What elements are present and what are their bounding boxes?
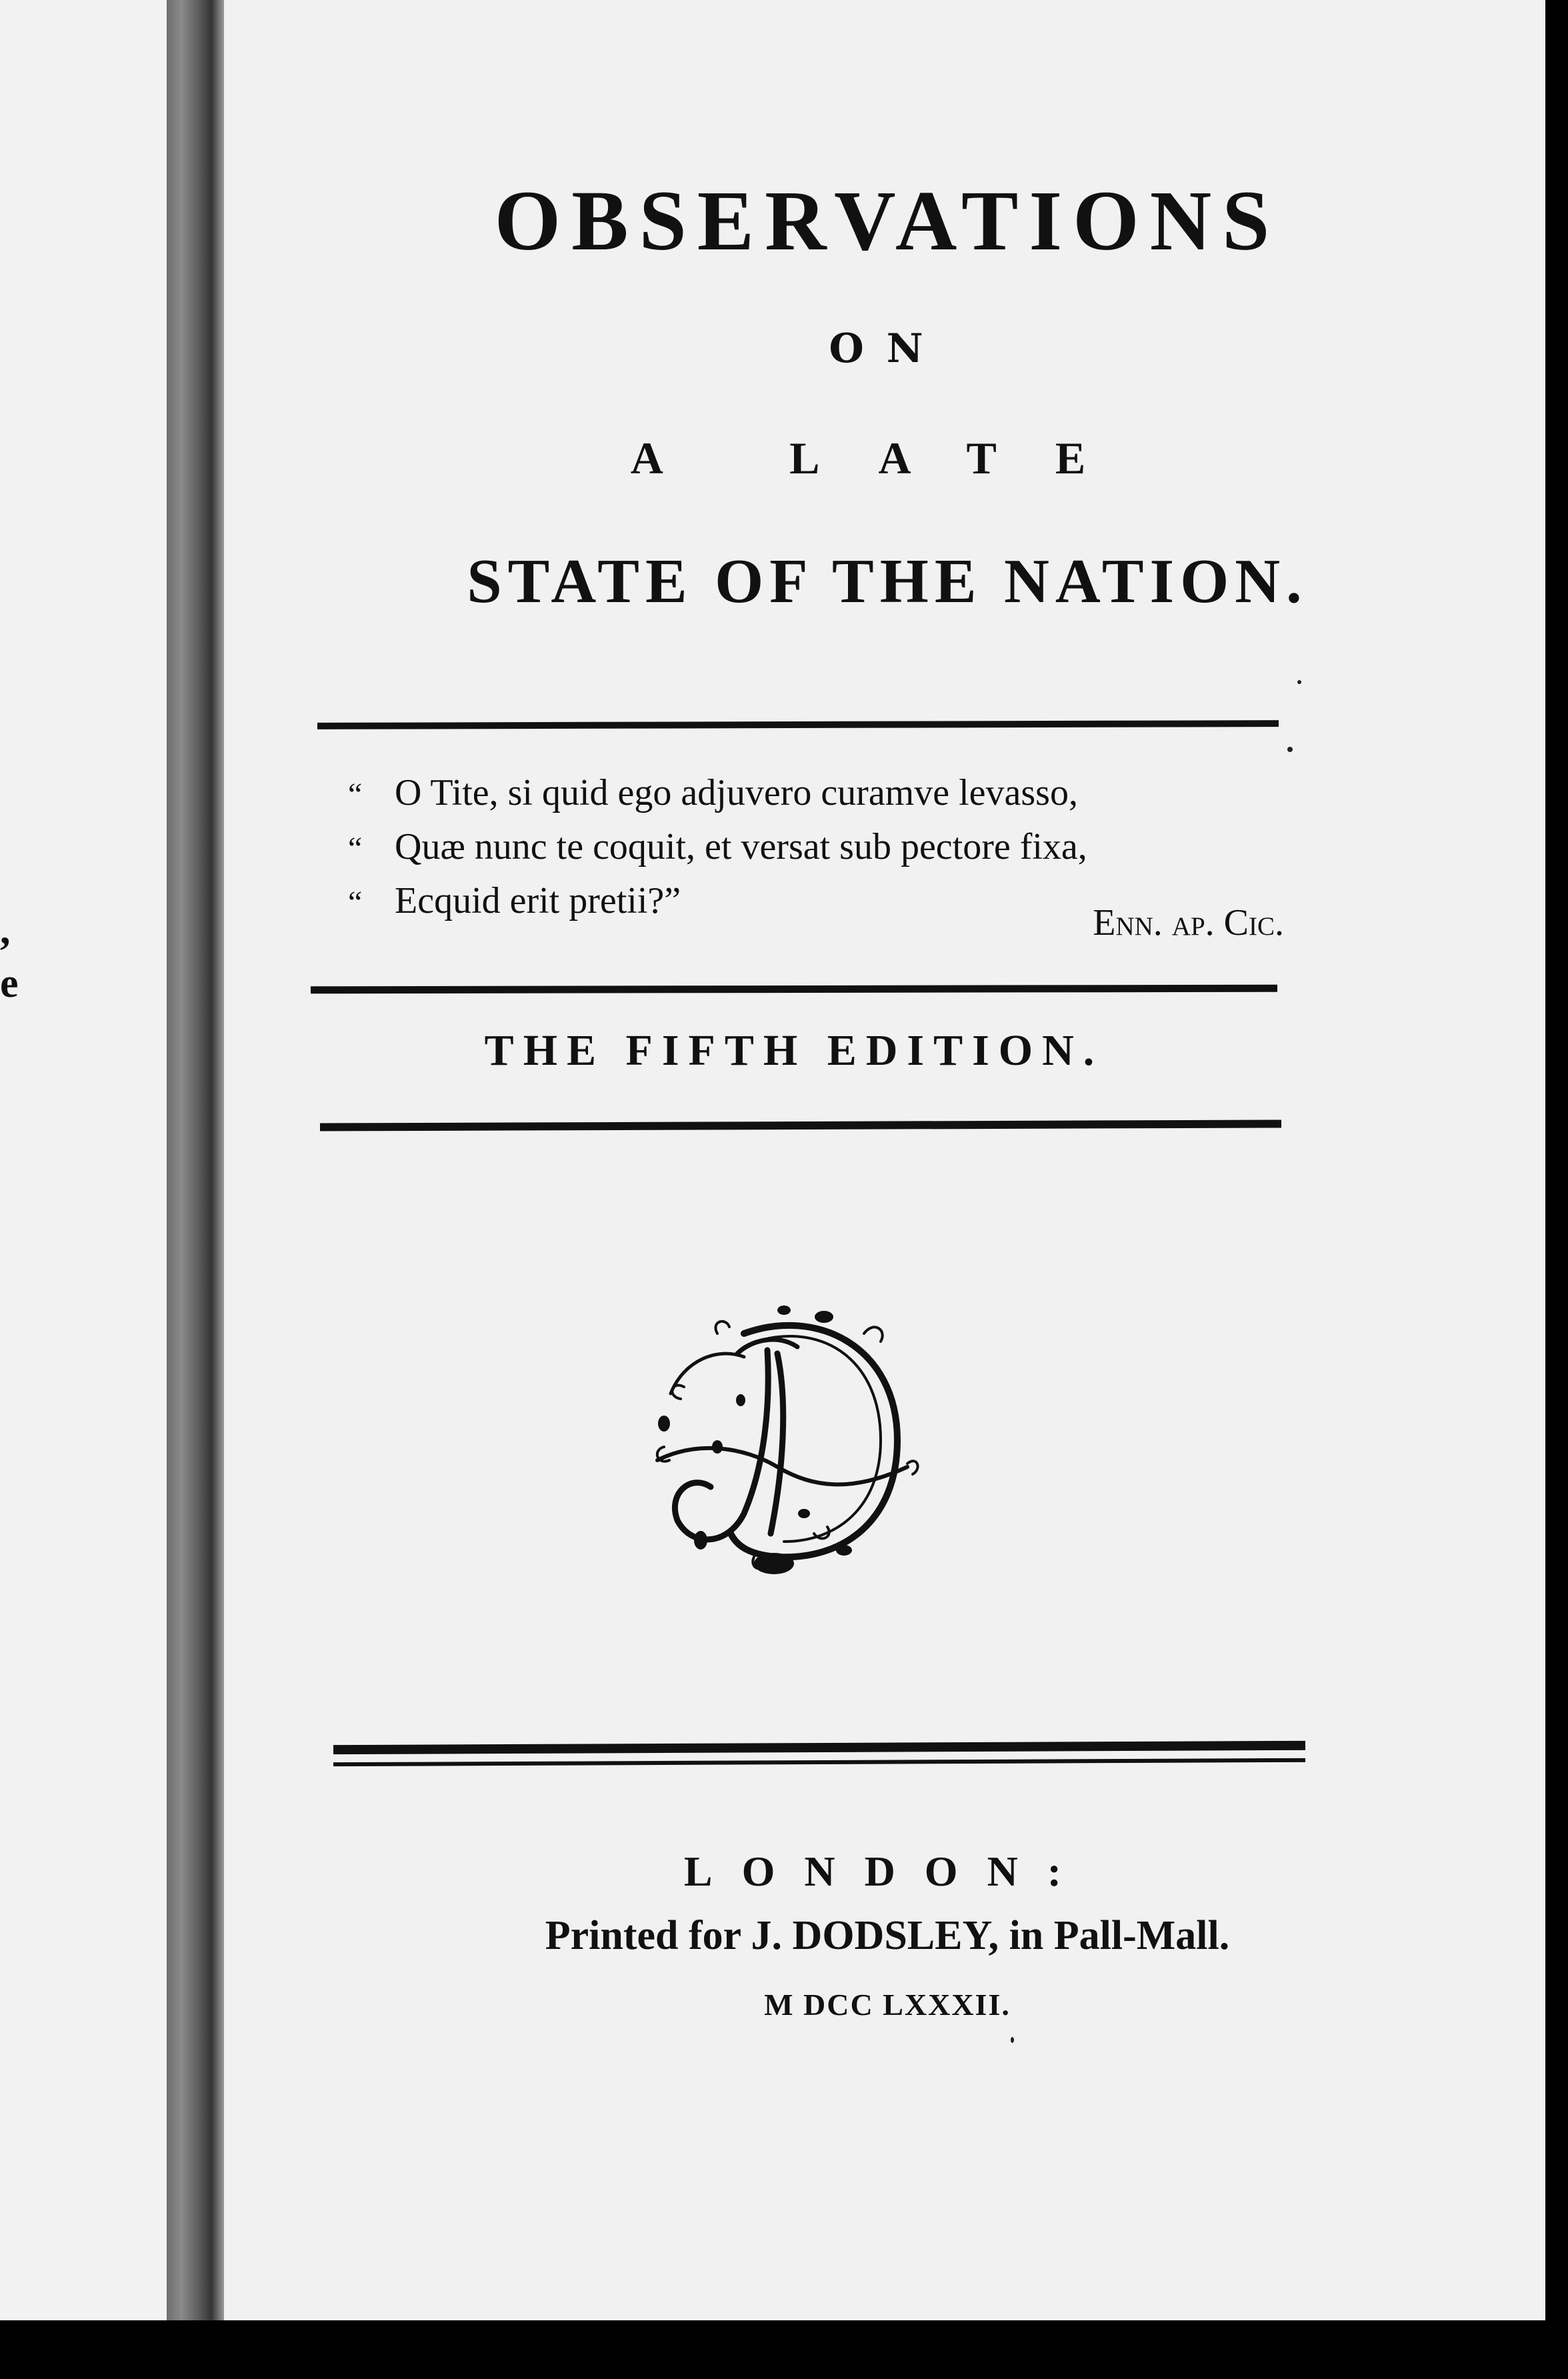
title-state-of-the-nation: STATE OF THE NATION. bbox=[467, 547, 1308, 616]
imprint-printer: Printed for J. DODSLEY, in Pall-Mall. bbox=[545, 1913, 1230, 1958]
epigraph-quote-mark: “ bbox=[348, 831, 363, 866]
rule-above-edition bbox=[311, 985, 1277, 994]
ink-speck bbox=[1011, 2037, 1014, 2043]
title-observations: OBSERVATIONS bbox=[494, 173, 1281, 268]
monogram-ornament-icon bbox=[644, 1294, 924, 1580]
title-a-late: A LATE bbox=[630, 433, 1145, 483]
epigraph-line: “ Ecquid erit pretii?” bbox=[348, 875, 1295, 929]
scan-border-bottom bbox=[0, 2320, 1568, 2379]
facing-page-fragment: e bbox=[0, 961, 19, 1006]
epigraph-source: Enn. ap. Cic. bbox=[1093, 902, 1284, 943]
imprint-year: M DCC LXXXII. bbox=[764, 1988, 1011, 2022]
rule-above-epigraph bbox=[317, 720, 1279, 729]
title-on: ON bbox=[829, 325, 946, 372]
facing-page-fragment: , bbox=[0, 907, 11, 953]
double-rule-top bbox=[333, 1741, 1305, 1754]
epigraph-quote-mark: “ bbox=[348, 885, 363, 920]
ink-speck bbox=[1297, 680, 1301, 684]
title-page bbox=[224, 0, 1545, 2320]
epigraph-quote-mark: “ bbox=[348, 777, 363, 812]
facing-page bbox=[0, 0, 172, 2320]
scan-border-right bbox=[1545, 0, 1568, 2379]
double-rule-bottom bbox=[333, 1758, 1305, 1766]
rule-below-edition bbox=[320, 1119, 1281, 1131]
imprint-city: LONDON: bbox=[683, 1848, 1091, 1895]
epigraph-line: “ Quæ nunc te coquit, et versat sub pectore fixa, bbox=[348, 821, 1295, 875]
edition-statement: THE FIFTH EDITION. bbox=[484, 1026, 1104, 1075]
ink-speck bbox=[1287, 747, 1293, 752]
epigraph-line: “ O Tite, si quid ego adjuvero curamve levasso, bbox=[348, 767, 1295, 821]
